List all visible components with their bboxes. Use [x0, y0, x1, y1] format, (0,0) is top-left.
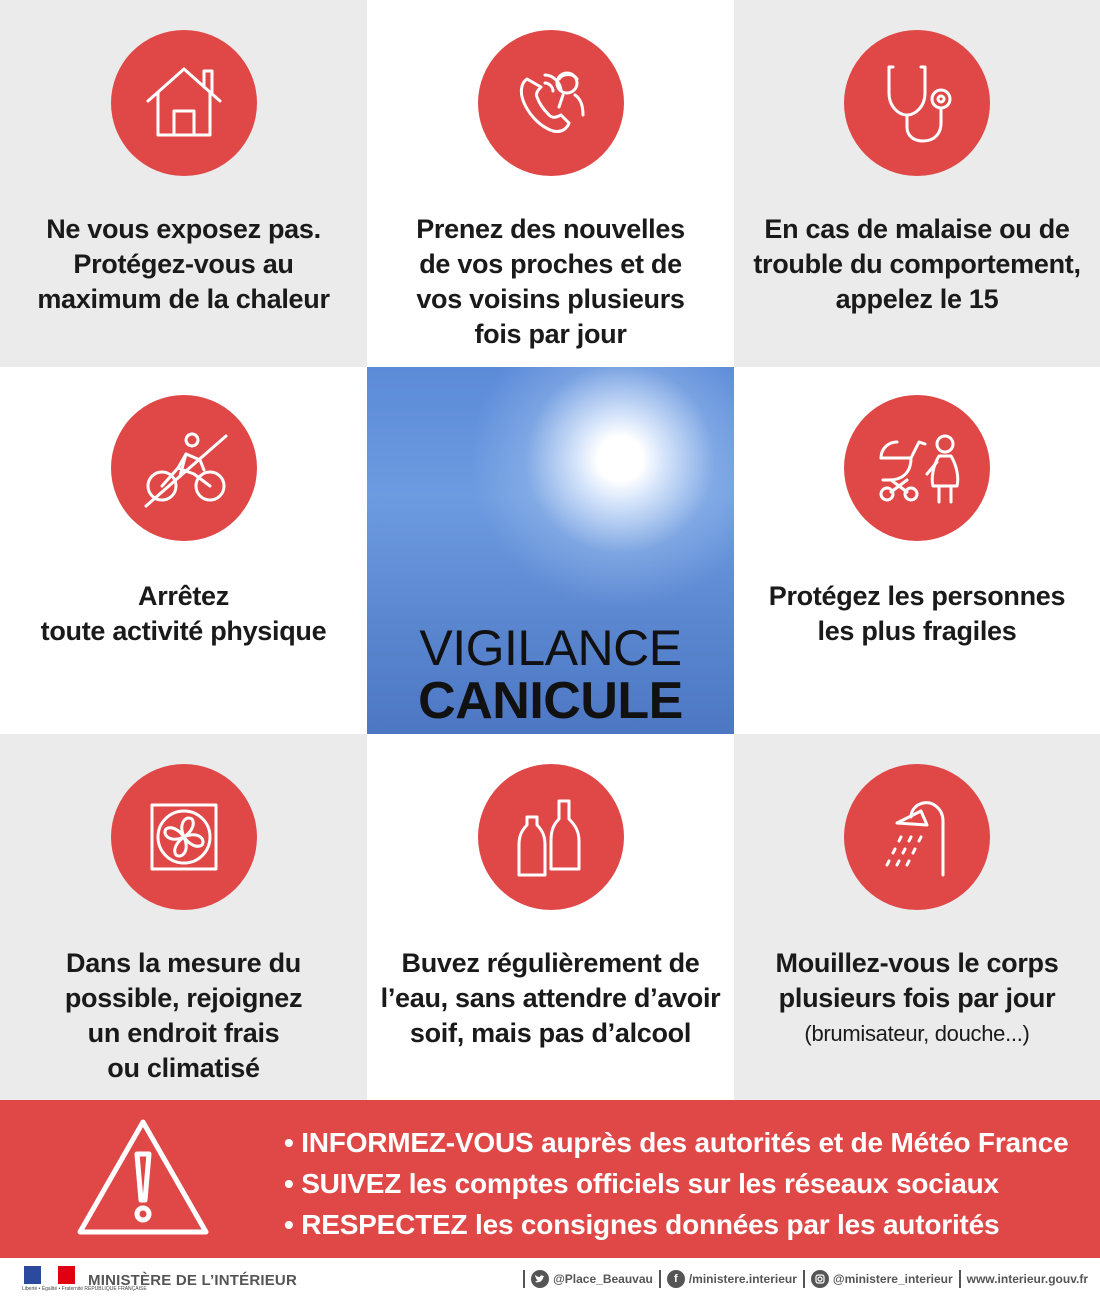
tip-card-call: [367, 0, 734, 367]
tip-line: Prenez des nouvelles: [416, 214, 685, 244]
advice-text: RESPECTEZ les consignes données par les autorités: [301, 1209, 1000, 1240]
ministry-name: MINISTÈRE DE L’INTÉRIEUR: [88, 1272, 297, 1289]
bullet: •: [284, 1168, 294, 1199]
stroller-child-icon: [844, 395, 990, 541]
tip-card-fan: [0, 734, 367, 1100]
tip-line: fois par jour: [474, 319, 627, 349]
divider: [803, 1270, 805, 1288]
tip-card-home: [0, 0, 367, 367]
house-icon: [111, 30, 257, 176]
advice-text: SUIVEZ les comptes officiels sur les réseaux sociaux: [301, 1168, 999, 1199]
tip-line: Mouillez-vous le corps: [775, 948, 1059, 978]
tip-line: les plus fragiles: [817, 616, 1017, 646]
tip-line: Protégez les personnes: [768, 581, 1066, 611]
tip-card-water: [367, 734, 734, 1100]
divider: [959, 1270, 961, 1288]
tip-line: toute activité physique: [40, 616, 327, 646]
tip-text-doctor: [734, 212, 1100, 317]
tip-line: Dans la mesure du: [66, 948, 301, 978]
tip-line: ou climatisé: [107, 1053, 260, 1083]
tip-text-call: [367, 212, 734, 352]
tip-line: maximum de la chaleur: [37, 284, 330, 314]
tip-note: (brumisateur, douche...): [804, 1021, 1030, 1046]
tip-card-sport: [0, 367, 367, 734]
advice-item: [284, 1204, 1069, 1245]
tip-card-fragile: [734, 367, 1100, 734]
republique-caption: Liberté • Égalité • Fraternité RÉPUBLIQUE FRANÇAISE: [22, 1286, 147, 1292]
vigilance-canicule-panel: [367, 367, 734, 734]
stethoscope-icon: [844, 30, 990, 176]
advice-item: [284, 1163, 1069, 1204]
phone-person-icon: [478, 30, 624, 176]
republique-logo: [24, 1266, 76, 1284]
panel-title-line1: VIGILANCE: [419, 620, 682, 676]
tip-card-doctor: [734, 0, 1100, 367]
tip-line: de vos proches et de: [419, 249, 682, 279]
tip-line: un endroit frais: [87, 1018, 280, 1048]
instagram-icon: [811, 1270, 829, 1288]
tip-line: trouble du comportement,: [753, 249, 1081, 279]
website-link[interactable]: www.interieur.gouv.fr: [966, 1272, 1088, 1286]
footer: [0, 1258, 1100, 1302]
tip-line: Buvez régulièrement de: [401, 948, 700, 978]
facebook-icon: f: [667, 1270, 685, 1288]
tip-line: vos voisins plusieurs: [416, 284, 685, 314]
tip-text-shower: [734, 946, 1100, 1052]
panel-title-line2: CANICULE: [418, 672, 683, 730]
divider: [523, 1270, 525, 1288]
advice-banner: [0, 1100, 1100, 1258]
warning-icon: [74, 1114, 212, 1240]
twitter-icon: [531, 1270, 549, 1288]
bottles-icon: [478, 764, 624, 910]
facebook-link[interactable]: /ministere.interieur: [688, 1272, 797, 1286]
instagram-link[interactable]: @ministere_interieur: [832, 1272, 953, 1286]
tip-text-sport: [0, 579, 367, 649]
advice-text: INFORMEZ-VOUS auprès des autorités et de Météo France: [301, 1127, 1069, 1158]
shower-icon: [844, 764, 990, 910]
bullet: •: [284, 1209, 294, 1240]
tip-line: Ne vous exposez pas.: [46, 214, 321, 244]
tip-line: possible, rejoignez: [64, 983, 303, 1013]
tip-text-home: [0, 212, 367, 317]
tip-text-fragile: [734, 579, 1100, 649]
tip-line: appelez le 15: [835, 284, 999, 314]
tip-line: l’eau, sans attendre d’avoir: [380, 983, 721, 1013]
tip-line: Arrêtez: [138, 581, 229, 611]
advice-item: [284, 1122, 1069, 1163]
tip-line: Protégez-vous au: [73, 249, 294, 279]
tip-line: En cas de malaise ou de: [764, 214, 1070, 244]
twitter-link[interactable]: @Place_Beauvau: [553, 1272, 653, 1286]
tip-line: soif, mais pas d’alcool: [409, 1018, 692, 1048]
tip-text-fan: [0, 946, 367, 1086]
tip-line: plusieurs fois par jour: [778, 983, 1056, 1013]
bullet: •: [284, 1127, 294, 1158]
advice-list: [284, 1122, 1069, 1245]
divider: [659, 1270, 661, 1288]
tip-text-water: [367, 946, 734, 1051]
tip-card-shower: [734, 734, 1100, 1100]
no-cycling-icon: [111, 395, 257, 541]
social-links: [517, 1270, 1088, 1288]
fan-icon: [111, 764, 257, 910]
